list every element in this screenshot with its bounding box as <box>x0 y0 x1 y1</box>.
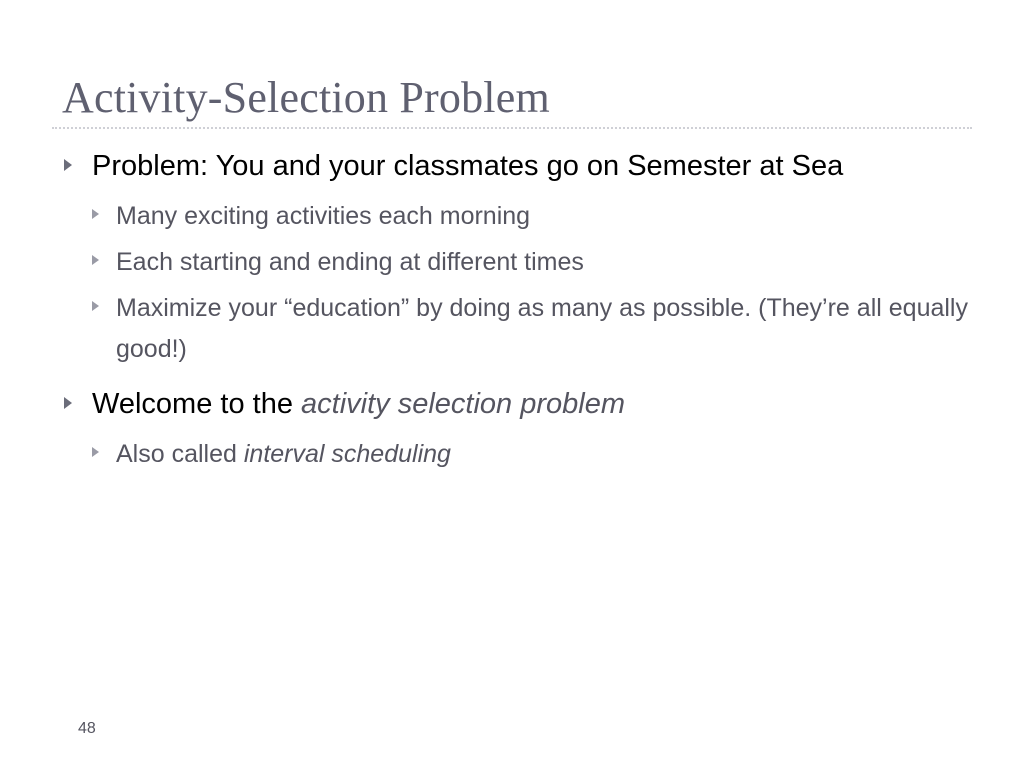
title-divider <box>52 127 972 129</box>
bullet-text-plain: Welcome to the <box>92 388 302 420</box>
sub-bullet-item <box>58 242 968 282</box>
bullet-list <box>58 144 968 480</box>
sub-bullet-item <box>58 196 968 236</box>
bullet-item-welcome <box>58 382 968 426</box>
sub-bullet-text <box>116 434 451 474</box>
bullet-text: Problem: You and your classmates go on Semester at Sea <box>92 150 844 182</box>
triangle-bullet-icon <box>92 209 99 219</box>
bullet-text-emphasis: activity selection problem <box>301 388 625 420</box>
sub-bullet-text-emphasis: interval scheduling <box>243 440 451 468</box>
triangle-bullet-icon <box>92 255 99 265</box>
bullet-item-problem <box>58 144 968 188</box>
sub-bullet-item <box>58 288 968 370</box>
sub-bullet-text-plain: Also called <box>116 440 244 468</box>
sub-bullet-text: Many exciting activities each morning <box>116 202 531 230</box>
sub-bullet-text: Maximize your “education” by doing as many as possible. (They’re all equally good!) <box>116 294 968 363</box>
bullet-text <box>92 382 625 426</box>
triangle-bullet-icon <box>92 447 99 457</box>
page-number: 48 <box>78 720 96 737</box>
slide-title: Activity-Selection Problem <box>62 73 550 122</box>
triangle-bullet-icon <box>64 397 72 409</box>
sub-bullet-item <box>58 434 968 474</box>
triangle-bullet-icon <box>92 301 99 311</box>
triangle-bullet-icon <box>64 159 72 171</box>
sub-bullet-text: Each starting and ending at different times <box>116 248 584 276</box>
